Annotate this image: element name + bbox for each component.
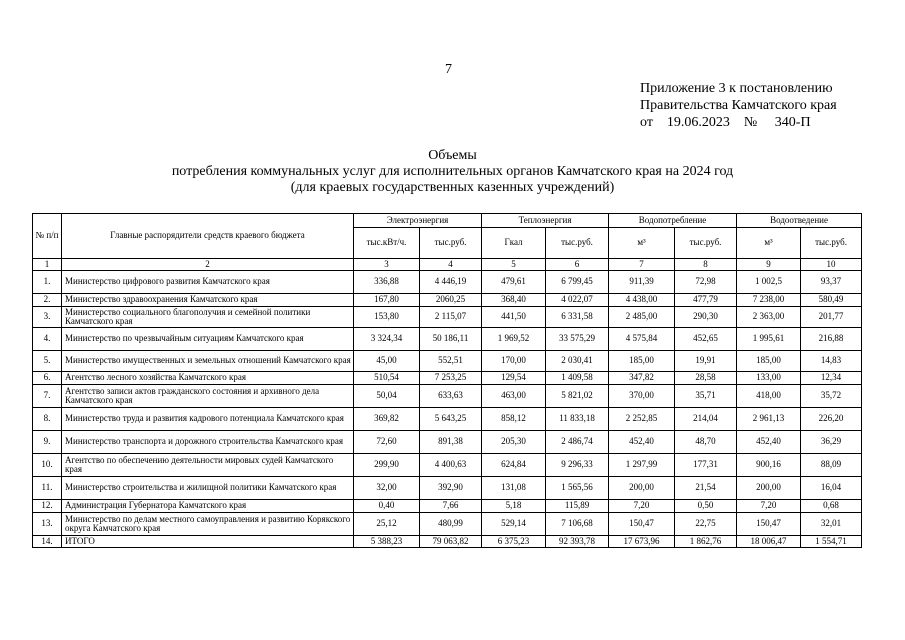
table-row	[33, 307, 862, 328]
row-value: 50 186,11	[420, 328, 482, 351]
row-number: 1.	[33, 271, 62, 294]
appendix-line-3: от 19.06.2023 № 340-П	[640, 115, 811, 130]
row-name: Министерство социального благополучия и семейной политики Камчатского края	[62, 307, 354, 328]
row-value: 50,04	[354, 385, 420, 408]
row-name: Агентство по обеспечению деятельности мировых судей Камчатского края	[62, 454, 354, 477]
row-value: 9 296,33	[546, 454, 609, 477]
title-line-1: Объемы	[428, 148, 477, 163]
row-value: 1 565,56	[546, 477, 609, 500]
row-value: 1 002,5	[737, 271, 801, 294]
table-row	[33, 500, 862, 513]
title-line-2: потребления коммунальных услуг для исполнительных органов Камчатского края на 2024 год	[171, 164, 734, 179]
row-value: 7 238,00	[737, 294, 801, 307]
row-number: 11.	[33, 477, 62, 500]
row-name: Министерство имущественных и земельных отношений Камчатского края	[62, 351, 354, 372]
row-value: 529,14	[482, 513, 546, 536]
row-value: 452,40	[737, 431, 801, 454]
row-value: 6 331,58	[546, 307, 609, 328]
row-value: 25,12	[354, 513, 420, 536]
row-value: 131,08	[482, 477, 546, 500]
row-value: 477,79	[675, 294, 737, 307]
row-value: 88,09	[801, 454, 862, 477]
row-number: 14.	[33, 536, 62, 548]
row-value: 370,00	[609, 385, 675, 408]
header-unit: тыс.руб.	[675, 228, 737, 259]
row-value: 214,04	[675, 408, 737, 431]
row-value: 45,00	[354, 351, 420, 372]
row-value: 36,29	[801, 431, 862, 454]
row-value: 5 643,25	[420, 408, 482, 431]
row-value: 16,04	[801, 477, 862, 500]
row-number: 13.	[33, 513, 62, 536]
row-value: 580,49	[801, 294, 862, 307]
row-value: 1 862,76	[675, 536, 737, 548]
appendix-line-1: Приложение 3 к постановлению	[640, 81, 833, 96]
row-value: 0,68	[801, 500, 862, 513]
row-value: 201,77	[801, 307, 862, 328]
header-unit: тыс.кВт/ч.	[354, 228, 420, 259]
row-value: 7 106,68	[546, 513, 609, 536]
row-name: Агентство лесного хозяйства Камчатского края	[62, 372, 354, 385]
header-group-heat: Теплоэнергия	[482, 214, 609, 228]
row-value: 18 006,47	[737, 536, 801, 548]
row-value: 33 575,29	[546, 328, 609, 351]
table-row	[33, 536, 862, 548]
row-value: 177,31	[675, 454, 737, 477]
row-value: 392,90	[420, 477, 482, 500]
row-value: 480,99	[420, 513, 482, 536]
row-value: 7,20	[737, 500, 801, 513]
row-value: 72,98	[675, 271, 737, 294]
row-value: 0,50	[675, 500, 737, 513]
row-value: 1 969,52	[482, 328, 546, 351]
row-value: 7 253,25	[420, 372, 482, 385]
row-value: 6 799,45	[546, 271, 609, 294]
row-value: 6 375,23	[482, 536, 546, 548]
row-value: 5 821,02	[546, 385, 609, 408]
table-row	[33, 431, 862, 454]
table-row	[33, 294, 862, 307]
table-row	[33, 385, 862, 408]
row-name: Министерство по делам местного самоуправления и развитию Корякского округа Камчатского края	[62, 513, 354, 536]
row-number: 12.	[33, 500, 62, 513]
header-group-electricity: Электроэнергия	[354, 214, 482, 228]
row-value: 858,12	[482, 408, 546, 431]
row-value: 4 575,84	[609, 328, 675, 351]
row-value: 79 063,82	[420, 536, 482, 548]
row-value: 129,54	[482, 372, 546, 385]
row-value: 14,83	[801, 351, 862, 372]
row-value: 452,40	[609, 431, 675, 454]
row-value: 200,00	[609, 477, 675, 500]
row-value: 418,00	[737, 385, 801, 408]
row-value: 93,37	[801, 271, 862, 294]
row-value: 19,91	[675, 351, 737, 372]
row-value: 72,60	[354, 431, 420, 454]
column-number-row	[33, 259, 862, 271]
row-value: 290,30	[675, 307, 737, 328]
row-value: 1 554,71	[801, 536, 862, 548]
row-value: 479,61	[482, 271, 546, 294]
row-value: 4 438,00	[609, 294, 675, 307]
appendix-line-2: Правительства Камчатского края	[640, 98, 837, 113]
row-value: 2 485,00	[609, 307, 675, 328]
row-value: 2060,25	[420, 294, 482, 307]
row-value: 3 324,34	[354, 328, 420, 351]
row-value: 633,63	[420, 385, 482, 408]
column-number: 1	[33, 259, 62, 271]
table-row	[33, 372, 862, 385]
header-unit: Гкал	[482, 228, 546, 259]
row-value: 336,88	[354, 271, 420, 294]
consumption-table	[32, 213, 862, 548]
row-value: 2 363,00	[737, 307, 801, 328]
row-value: 28,58	[675, 372, 737, 385]
row-value: 463,00	[482, 385, 546, 408]
row-number: 9.	[33, 431, 62, 454]
row-value: 2 961,13	[737, 408, 801, 431]
row-value: 92 393,78	[546, 536, 609, 548]
row-value: 22,75	[675, 513, 737, 536]
row-value: 185,00	[737, 351, 801, 372]
row-value: 1 297,99	[609, 454, 675, 477]
row-value: 900,16	[737, 454, 801, 477]
header-group-water-supply: Водопотребление	[609, 214, 737, 228]
row-value: 1 409,58	[546, 372, 609, 385]
column-number: 10	[801, 259, 862, 271]
row-value: 11 833,18	[546, 408, 609, 431]
appendix-block	[640, 80, 837, 131]
row-value: 2 115,07	[420, 307, 482, 328]
row-value: 891,38	[420, 431, 482, 454]
row-number: 10.	[33, 454, 62, 477]
header-unit: м³	[737, 228, 801, 259]
header-unit: тыс.руб.	[801, 228, 862, 259]
row-value: 368,40	[482, 294, 546, 307]
row-name: Администрация Губернатора Камчатского края	[62, 500, 354, 513]
row-value: 1 995,61	[737, 328, 801, 351]
table-row	[33, 328, 862, 351]
row-number: 5.	[33, 351, 62, 372]
row-value: 2 030,41	[546, 351, 609, 372]
row-value: 7,20	[609, 500, 675, 513]
row-value: 167,80	[354, 294, 420, 307]
row-value: 369,82	[354, 408, 420, 431]
row-name: Агентство записи актов гражданского состояния и архивного дела Камчатского края	[62, 385, 354, 408]
row-value: 441,50	[482, 307, 546, 328]
document-title	[0, 148, 905, 196]
row-number: 3.	[33, 307, 62, 328]
row-value: 452,65	[675, 328, 737, 351]
row-value: 2 252,85	[609, 408, 675, 431]
header-unit: тыс.руб.	[546, 228, 609, 259]
header-number: № п/п	[33, 214, 62, 259]
page-number: 7	[445, 62, 452, 77]
row-name: Министерство здравоохранения Камчатского края	[62, 294, 354, 307]
row-value: 200,00	[737, 477, 801, 500]
row-value: 17 673,96	[609, 536, 675, 548]
row-value: 552,51	[420, 351, 482, 372]
row-number: 8.	[33, 408, 62, 431]
row-name: Министерство труда и развития кадрового потенциала Камчатского края	[62, 408, 354, 431]
row-value: 205,30	[482, 431, 546, 454]
row-value: 216,88	[801, 328, 862, 351]
row-value: 7,66	[420, 500, 482, 513]
row-number: 6.	[33, 372, 62, 385]
table-row	[33, 351, 862, 372]
row-value: 347,82	[609, 372, 675, 385]
row-value: 133,00	[737, 372, 801, 385]
row-value: 299,90	[354, 454, 420, 477]
row-name: Министерство по чрезвычайным ситуациям Камчатского края	[62, 328, 354, 351]
column-number: 4	[420, 259, 482, 271]
row-number: 4.	[33, 328, 62, 351]
row-value: 115,89	[546, 500, 609, 513]
row-value: 150,47	[609, 513, 675, 536]
title-line-3: (для краевых государственных казенных учреждений)	[290, 180, 615, 195]
column-number: 6	[546, 259, 609, 271]
row-name: Министерство строительства и жилищной политики Камчатского края	[62, 477, 354, 500]
row-value: 911,39	[609, 271, 675, 294]
table-row	[33, 477, 862, 500]
row-number: 7.	[33, 385, 62, 408]
row-name: ИТОГО	[62, 536, 354, 548]
row-value: 2 486,74	[546, 431, 609, 454]
column-number: 8	[675, 259, 737, 271]
row-value: 153,80	[354, 307, 420, 328]
header-unit: м³	[609, 228, 675, 259]
row-number: 2.	[33, 294, 62, 307]
table-row	[33, 513, 862, 536]
row-value: 4 022,07	[546, 294, 609, 307]
header-group-water-disposal: Водоотведение	[737, 214, 862, 228]
header-unit: тыс.руб.	[420, 228, 482, 259]
table-body	[33, 271, 862, 548]
row-value: 32,00	[354, 477, 420, 500]
row-value: 0,40	[354, 500, 420, 513]
row-name: Министерство транспорта и дорожного строительства Камчатского края	[62, 431, 354, 454]
row-value: 4 400,63	[420, 454, 482, 477]
table-row	[33, 408, 862, 431]
row-value: 185,00	[609, 351, 675, 372]
row-value: 624,84	[482, 454, 546, 477]
row-value: 35,71	[675, 385, 737, 408]
row-value: 5 388,23	[354, 536, 420, 548]
row-value: 35,72	[801, 385, 862, 408]
header-name: Главные распорядители средств краевого бюджета	[62, 214, 354, 259]
row-value: 150,47	[737, 513, 801, 536]
row-value: 170,00	[482, 351, 546, 372]
row-value: 21,54	[675, 477, 737, 500]
row-value: 32,01	[801, 513, 862, 536]
row-value: 226,20	[801, 408, 862, 431]
table-row	[33, 271, 862, 294]
row-value: 12,34	[801, 372, 862, 385]
column-number: 2	[62, 259, 354, 271]
row-value: 48,70	[675, 431, 737, 454]
column-number: 5	[482, 259, 546, 271]
row-value: 510,54	[354, 372, 420, 385]
column-number: 9	[737, 259, 801, 271]
column-number: 7	[609, 259, 675, 271]
column-number: 3	[354, 259, 420, 271]
row-value: 4 446,19	[420, 271, 482, 294]
row-name: Министерство цифрового развития Камчатского края	[62, 271, 354, 294]
table-row	[33, 454, 862, 477]
row-value: 5,18	[482, 500, 546, 513]
